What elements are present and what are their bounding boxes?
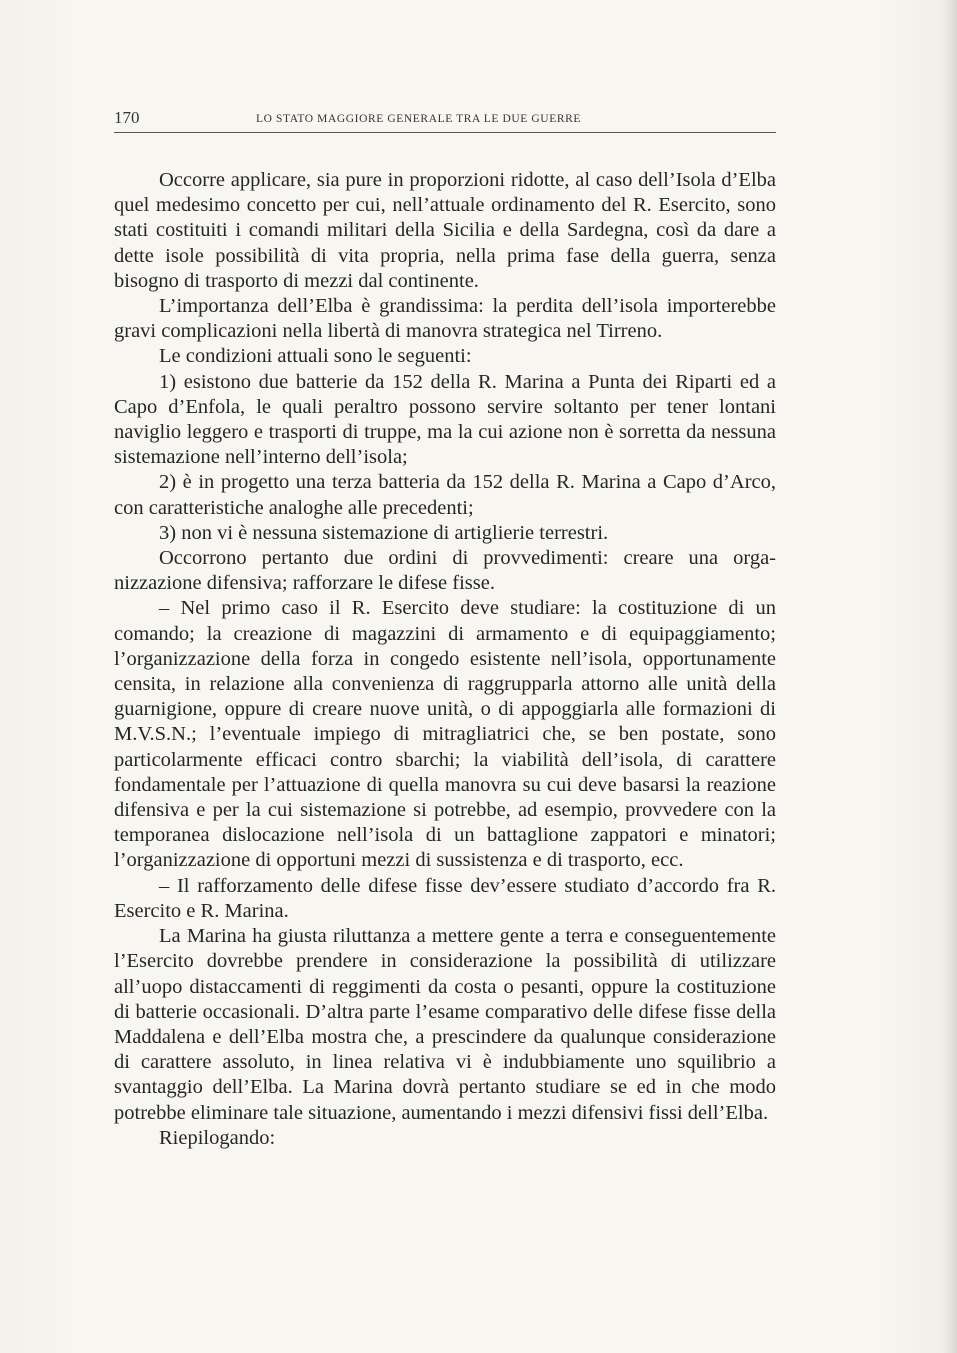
paragraph: Riepilogando: [159,1126,276,1149]
page-number: 170 [114,108,140,127]
paragraph: L’importanza dell’Elba è grandissima: la perdita dell’isola importerebbe gravi complicazioni nella libertà di manovra strategica nel Tirreno. [114,295,776,343]
paragraph: – Il rafforzamento delle difese fisse dev’essere studiato d’accordo fra R. Esercito e R. Marina. [114,874,776,922]
scan-edge-shadow [943,0,957,1353]
list-item: 2) è in progetto una terza batteria da 152 della R. Marina a Capo d’Arco, con caratteristiche analoghe alle precedenti; [114,471,776,519]
paragraph: Occorre applicare, sia pure in proporzioni ridotte, al caso dell’Isola d’Elba quel medesimo concetto per cui, nell’attuale ordinamento del R. Esercito, sono stati costituiti i comandi militari della Sicilia e della Sardegna, così da dare a dette isole possibilità di vita propria, nella prima fase della guerra, senza bisogno di trasporto di mezzi dal continente. [114,169,776,292]
body-text [114,168,776,1151]
running-header [114,108,776,133]
paragraph: La Marina ha giusta riluttanza a mettere gente a terra e conseguentemente l’Esercito dovrebbe prendere in considerazione la possibilità di utilizzare all’uopo distaccamenti di reggimenti da costa o pesanti, oppure la costituzione di batterie occasionali. D’altra parte l’esame comparativo delle difese fisse della Maddalena e dell’Elba mostra che, a prescindere da qualunque considerazione di carattere assoluto, in linea relativa vi è indubbiamente uno squilibrio a svantaggio dell’Elba. La Marina dovrà pertanto studiare se ed in che modo potrebbe eliminare tale situazione, aumentando i mezzi difensivi fissi dell’Elba. [114,925,776,1124]
paragraph: Occorrono pertanto due ordini di provvedimenti: creare una organizzazione difensiva; rafforzare le difese fisse. [114,547,776,595]
running-title: LO STATO MAGGIORE GENERALE TRA LE DUE GUERRE [256,113,582,125]
list-item: 1) esistono due batterie da 152 della R. Marina a Punta dei Riparti ed a Capo d’Enfola, le quali peraltro possono servire soltanto per tener lontani naviglio leggero e trasporti di truppe, ma la cui azione non è sorretta da nessuna sistemazione nell’interno dell’isola; [114,370,776,469]
paragraph: Le condizioni attuali sono le seguenti: [159,345,472,368]
list-item: 3) non vi è nessuna sistemazione di artiglierie terrestri. [159,521,609,544]
paragraph: – Nel primo caso il R. Esercito deve studiare: la costituzione di un comando; la creazione di magazzini di armamento e di equipaggiamento; l’organizzazione della forza in congedo esistente nell’isola, opportunamente censita, in relazione alla convenienza di raggrupparla attorno alle unità della guarnigione, oppure di creare nuove unità, o di appoggiarla alle formazioni di M.V.S.N.; l’eventuale impiego di mitragliatrici che, se ben postate, sono particolarmente efficaci contro sbarchi; la viabilità dell’isola, di carattere fondamentale per l’attuazione di quella manovra su cui deve basarsi la reazione difensiva e per la cui sistemazione si potrebbe, ad esempio, provvedere con la temporanea dislocazione nell’isola di un battaglione zappatori e minatori; l’organizzazione di opportuni mezzi di sussistenza e di trasporto, ecc. [114,597,776,872]
